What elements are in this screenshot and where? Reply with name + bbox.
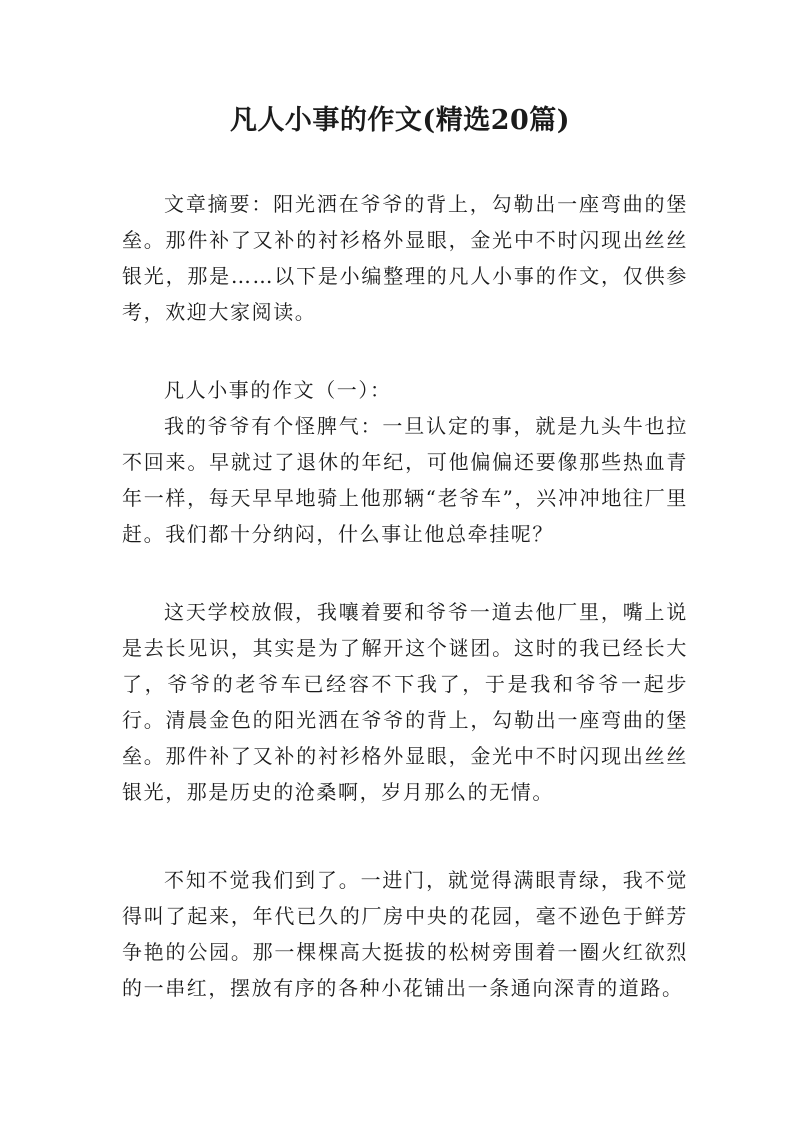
body-paragraph-2: 这天学校放假，我嚷着要和爷爷一道去他厂里，嘴上说是去长见识，其实是为了解开这个谜团。这时的我已经长大了，爷爷的老爷车已经容不下我了，于是我和爷爷一起步行。清晨金色的阳光洒在爷爷的背上，勾勒出一座弯曲的堡垒。那件补了又补的衬衫格外显眼，金光中不时闪现出丝丝银光，那是历史的沧桑啊，岁月那么的无情。 — [122, 600, 688, 804]
body-paragraph-1: 我的爷爷有个怪脾气：一旦认定的事，就是九头牛也拉不回来。早就过了退休的年纪，可他偏偏还要像那些热血青年一样，每天早早地骑上他那辆“老爷车”，兴冲冲地往厂里赶。我们都十分纳闷，什么事让他总牵挂呢？ — [122, 414, 688, 546]
summary-paragraph: 文章摘要：阳光洒在爷爷的背上，勾勒出一座弯曲的堡垒。那件补了又补的衬衫格外显眼，金光中不时闪现出丝丝银光，那是……以下是小编整理的凡人小事的作文，仅供参考，欢迎大家阅读。 — [122, 192, 688, 324]
body-paragraph-3: 不知不觉我们到了。一进门，就觉得满眼青绿，我不觉得叫了起来，年代已久的厂房中央的花园，毫不逊色于鲜芳争艳的公园。那一棵棵高大挺拔的松树旁围着一圈火红欲烈的一串红，摆放有序的各种小花铺出一条通向深青的道路。 — [122, 868, 688, 1000]
section-heading: 凡人小事的作文（一）： — [164, 378, 392, 402]
document-title: 凡人小事的作文(精选20篇) — [229, 105, 571, 136]
